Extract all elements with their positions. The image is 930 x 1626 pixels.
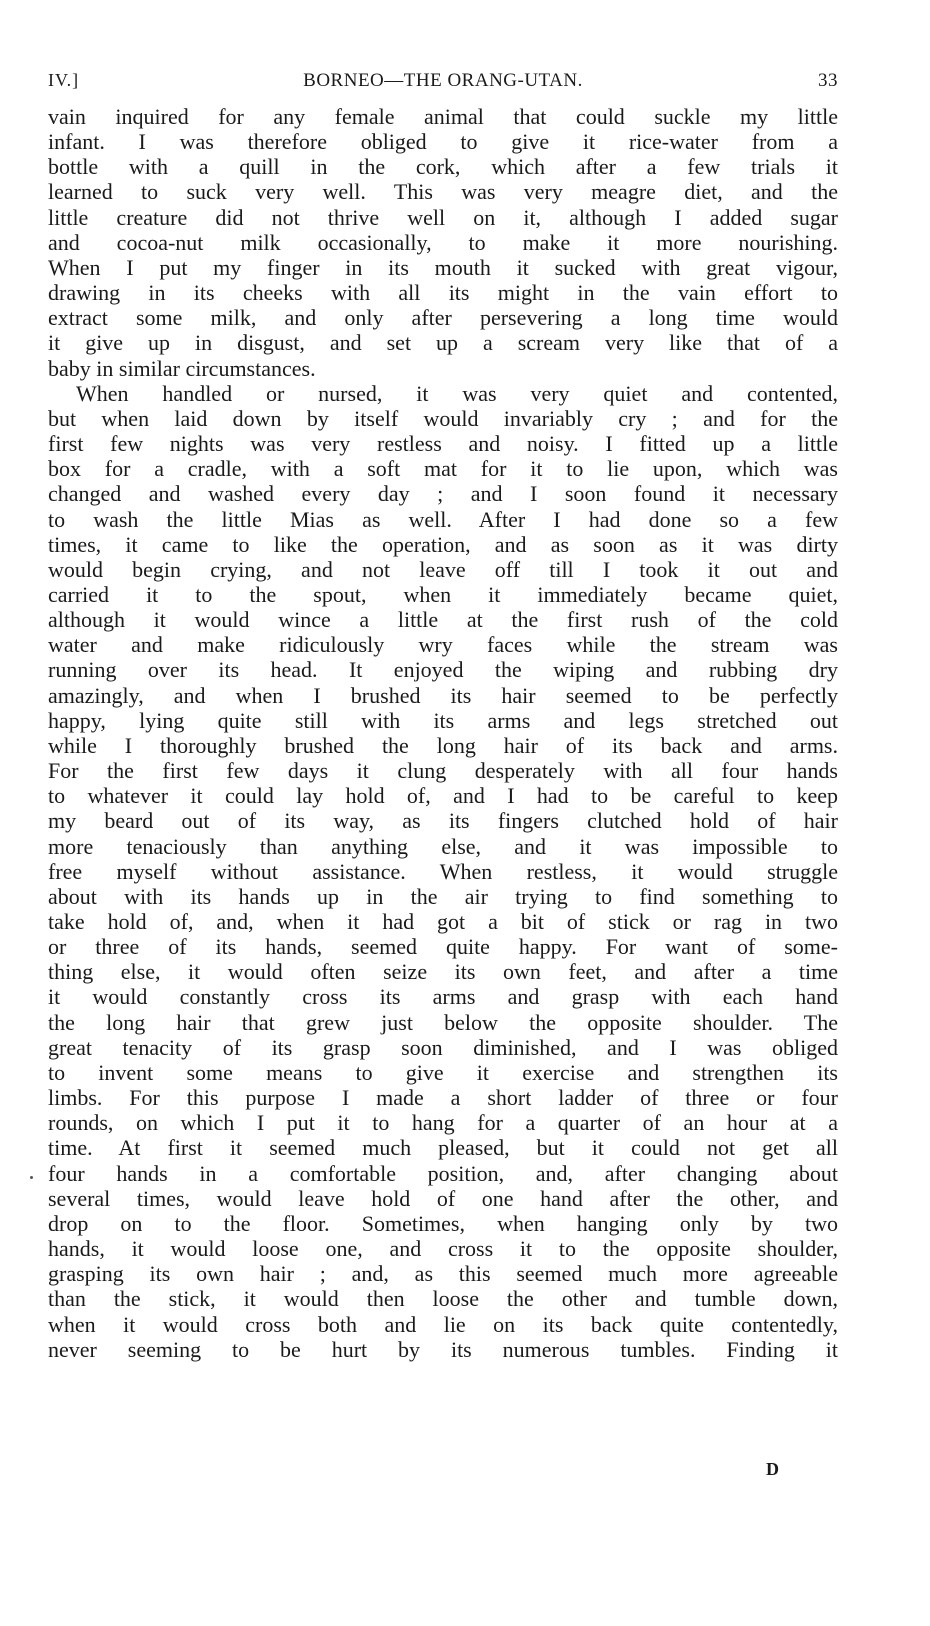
text-line: little creature did not thrive well on it, although I added sugar: [48, 204, 838, 230]
running-head: [48, 62, 838, 96]
text-line: never seeming to be hurt by its numerous tumbles. Finding it: [48, 1336, 838, 1362]
text-line: amazingly, and when I brushed its hair seemed to be perfectly: [48, 682, 838, 708]
text-line: or three of its hands, seemed quite happy. For want of some-: [48, 934, 838, 960]
paragraph: [48, 104, 838, 381]
text-line: water and make ridiculously wry faces while the stream was: [48, 632, 838, 658]
text-line: time. At first it seemed much pleased, but it could not get all: [48, 1135, 838, 1161]
text-line: box for a cradle, with a soft mat for it to lie upon, which was: [48, 456, 838, 482]
text-line: when it would cross both and lie on its back quite contentedly,: [48, 1311, 838, 1337]
text-line: than the stick, it would then loose the other and tumble down,: [48, 1286, 838, 1312]
text-line: it would constantly cross its arms and grasp with each hand: [48, 984, 838, 1010]
text-line: to whatever it could lay hold of, and I had to be careful to keep: [48, 783, 838, 809]
text-line: grasping its own hair ; and, as this seemed much more agreeable: [48, 1261, 838, 1287]
body-text: [48, 104, 838, 1362]
text-line: to wash the little Mias as well. After I had done so a few: [48, 506, 838, 532]
text-line: and cocoa-nut milk occasionally, to make it more nourishing.: [48, 229, 838, 255]
paragraph: [48, 381, 838, 1362]
text-line: changed and washed every day ; and I soon found it necessary: [48, 481, 838, 507]
text-line: times, it came to like the operation, and as soon as it was dirty: [48, 531, 838, 557]
text-line: while I thoroughly brushed the long hair of its back and arms.: [48, 732, 838, 758]
running-title: BORNEO—THE ORANG-UTAN.: [303, 70, 583, 91]
text-line: the long hair that grew just below the opposite shoulder. The: [48, 1009, 838, 1035]
chapter-marker: IV.]: [48, 70, 80, 90]
text-line: When handled or nursed, it was very quiet and contented,: [76, 380, 838, 406]
text-line: happy, lying quite still with its arms and legs stretched out: [48, 707, 838, 733]
text-line: infant. I was therefore obliged to give it rice-water from a: [48, 129, 838, 155]
text-line: drop on to the floor. Sometimes, when hanging only by two: [48, 1210, 838, 1236]
text-line: For the first few days it clung desperately with all four hands: [48, 758, 838, 784]
text-line: drawing in its cheeks with all its might in the vain effort to: [48, 280, 838, 306]
text-line: thing else, it would often seize its own feet, and after a time: [48, 959, 838, 985]
text-line: extract some milk, and only after persevering a long time would: [48, 305, 838, 331]
text-line: four hands in a comfortable position, and, after changing about: [48, 1160, 838, 1186]
text-line: would begin crying, and not leave off till I took it out and: [48, 556, 838, 582]
text-line: vain inquired for any female animal that could suckle my little: [48, 104, 838, 129]
text-line: hands, it would loose one, and cross it to the opposite shoulder,: [48, 1236, 838, 1262]
text-line: carried it to the spout, when it immediately became quiet,: [48, 581, 838, 607]
margin-speck: [30, 1176, 33, 1179]
text-line: baby in similar circumstances.: [48, 355, 316, 381]
text-line: running over its head. It enjoyed the wiping and rubbing dry: [48, 657, 838, 683]
text-line: When I put my finger in its mouth it sucked with great vigour,: [48, 254, 838, 280]
page-number: 33: [818, 70, 838, 91]
text-line: about with its hands up in the air trying to find something to: [48, 883, 838, 909]
text-line: great tenacity of its grasp soon diminished, and I was obliged: [48, 1034, 838, 1060]
text-line: free myself without assistance. When restless, it would struggle: [48, 858, 838, 884]
text-line: several times, would leave hold of one hand after the other, and: [48, 1185, 838, 1211]
text-line: to invent some means to give it exercise and strengthen its: [48, 1059, 838, 1085]
text-line: more tenaciously than anything else, and it was impossible to: [48, 833, 838, 859]
text-line: first few nights was very restless and noisy. I fitted up a little: [48, 431, 838, 457]
text-line: rounds, on which I put it to hang for a quarter of an hour at a: [48, 1110, 838, 1136]
book-page: [48, 62, 838, 1362]
text-line: take hold of, and, when it had got a bit of stick or rag in two: [48, 909, 838, 934]
text-line: although it would wince a little at the first rush of the cold: [48, 607, 838, 633]
text-line: but when laid down by itself would invariably cry ; and for the: [48, 405, 838, 431]
text-line: my beard out of its way, as its fingers clutched hold of hair: [48, 808, 838, 834]
text-line: learned to suck very well. This was very meagre diet, and the: [48, 179, 838, 205]
text-line: bottle with a quill in the cork, which after a few trials it: [48, 154, 838, 180]
signature-mark: D: [766, 1459, 780, 1479]
text-line: limbs. For this purpose I made a short ladder of three or four: [48, 1085, 838, 1111]
text-line: it give up in disgust, and set up a scream very like that of a: [48, 330, 838, 356]
